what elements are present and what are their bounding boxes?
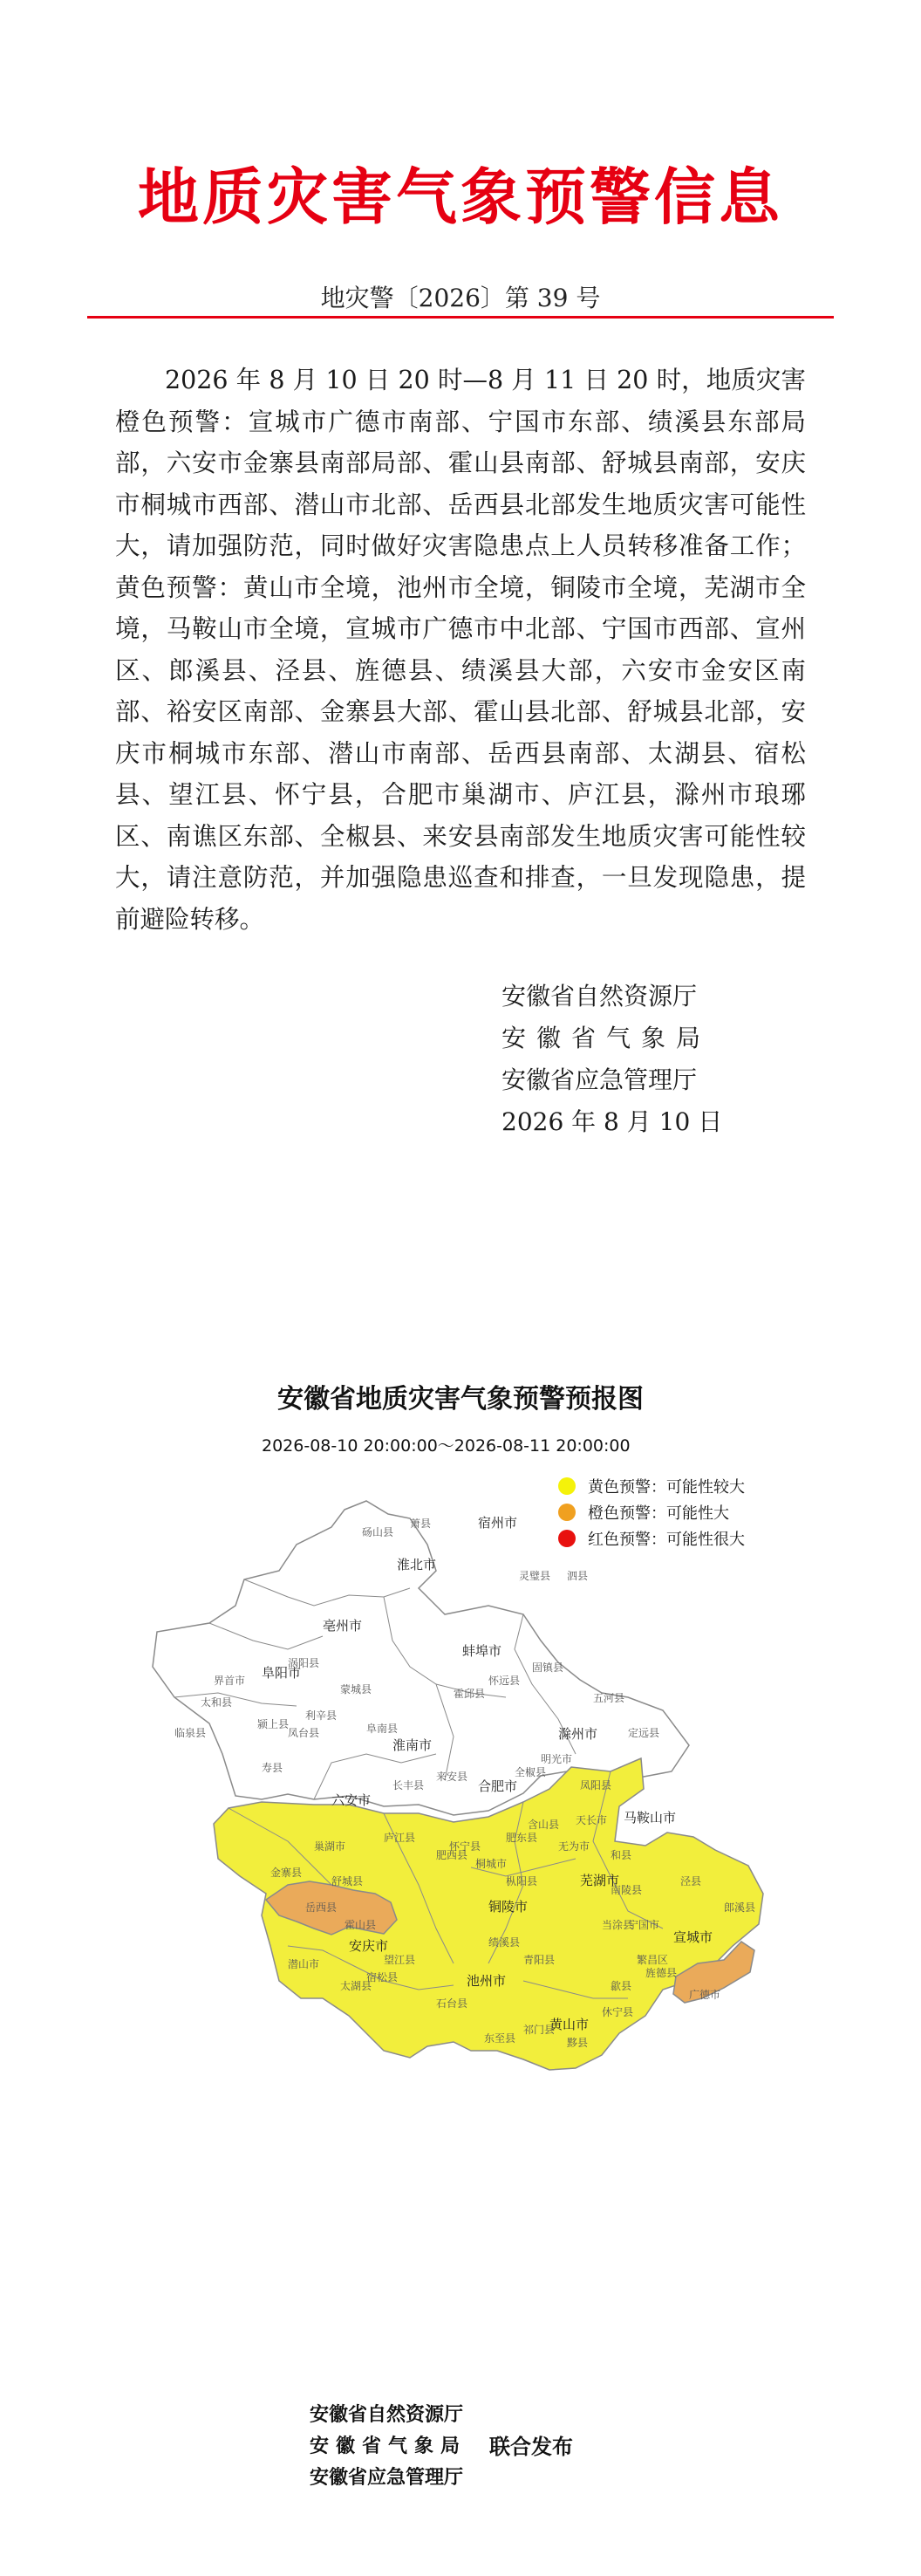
signature-block [501, 976, 722, 1143]
county-label: 桐城市 [475, 1858, 508, 1870]
city-label: 马鞍山市 [624, 1810, 677, 1826]
county-label: 天长市 [576, 1814, 608, 1826]
county-label: 岳西县 [305, 1901, 338, 1914]
city-label: 蚌埠市 [462, 1643, 502, 1659]
legend-label-yellow: 黄色预警：可能性较大 [588, 1478, 745, 1497]
county-label: 旌德县 [645, 1967, 678, 1979]
signature-org-natural-resources: 安徽省自然资源厅 [501, 982, 698, 1011]
county-label: 肥东县 [506, 1832, 538, 1844]
county-label: 砀山县 [362, 1526, 394, 1538]
county-label: 潜山市 [288, 1958, 320, 1970]
footer-org-natural-resources: 安徽省自然资源厅 [310, 2404, 464, 2426]
footer-joint-release: 联合发布 [489, 2435, 574, 2459]
county-label: 颍上县 [257, 1718, 290, 1730]
city-label: 淮北市 [397, 1557, 437, 1572]
county-label: 界首市 [214, 1675, 246, 1687]
county-label: 阜南县 [366, 1723, 399, 1735]
county-label: 涡阳县 [288, 1657, 320, 1669]
county-label: 明光市 [541, 1753, 573, 1765]
county-label: 宁国市 [628, 1919, 660, 1931]
warning-paragraph: 2026 年 8 月 10 日 20 时—8 月 11 日 20 时，地质灾害橙色预警：宣城市广德市南部、宁国市东部、绩溪县东部局部，六安市金寨县南部局部、霍山县南部、舒城县南部，安庆市桐城市西部、潜山市北部、岳西县北部发生地质灾害可能性大，请加强防范，同时做好灾害隐患点上人员转移准备工作；黄色预警：黄山市全境，池州市全境，铜陵市全境，芜湖市全境，马鞍山市全境，宣城市广德市中北部、宁国市西部、宣州区、郎溪县、泾县、旌德县、绩溪县大部，六安市金安区南部、裕安区南部、金寨县大部、霍山县北部、舒城县北部，安庆市桐城市东部、潜山市南部、岳西县南部、太湖县、宿松县、望江县、怀宁县，合肥市巢湖市、庐江县，滁州市琅琊区、南谯区东部、全椒县、来安县南部发生地质灾害可能性较大，请注意防范，并加强隐患巡查和排查，一旦发现隐患，提前避险转移。 [115, 366, 806, 934]
county-label: 绩溪县 [488, 1936, 521, 1949]
county-label: 霍邱县 [454, 1688, 486, 1700]
county-label: 太湖县 [340, 1980, 372, 1992]
county-label: 定远县 [628, 1727, 660, 1739]
region-no-warning [153, 1501, 689, 1815]
county-label: 东至县 [484, 2032, 516, 2045]
county-label: 当涂县 [602, 1919, 634, 1931]
county-label: 全椒县 [515, 1766, 547, 1778]
county-label: 寿县 [262, 1762, 283, 1774]
footer-org-meteorology: 安徽省气象局 [310, 2436, 467, 2457]
footer-row-1 [310, 2400, 573, 2431]
city-label: 池州市 [467, 1973, 507, 1989]
county-label: 庐江县 [384, 1832, 416, 1844]
county-label: 怀远县 [488, 1675, 521, 1687]
city-label: 黄山市 [549, 2017, 590, 2032]
anhui-warning-map [0, 1475, 921, 2312]
county-label: 霍山县 [345, 1919, 377, 1931]
county-label: 休宁县 [602, 2006, 634, 2018]
county-label: 来安县 [436, 1771, 468, 1783]
county-label: 蒙城县 [340, 1683, 372, 1696]
city-label: 亳州市 [323, 1618, 363, 1634]
legend-label-red: 红色预警：可能性很大 [588, 1531, 745, 1549]
county-label: 长丰县 [392, 1779, 425, 1792]
county-label: 南陵县 [611, 1884, 643, 1896]
county-label: 利辛县 [305, 1709, 338, 1722]
county-label: 舒城县 [331, 1875, 364, 1887]
county-label: 灵璧县 [519, 1570, 551, 1582]
county-label: 祁门县 [523, 2024, 556, 2036]
county-label: 泗县 [567, 1570, 589, 1582]
city-label: 芜湖市 [580, 1873, 620, 1888]
city-label: 安庆市 [349, 1938, 389, 1954]
red-divider [87, 316, 834, 319]
county-label: 含山县 [528, 1819, 560, 1831]
county-label: 望江县 [384, 1954, 416, 1966]
county-label: 萧县 [410, 1518, 432, 1530]
county-label: 凤阳县 [580, 1779, 612, 1792]
city-label: 滁州市 [558, 1726, 598, 1742]
signature-org-meteorology: 安徽省气象局 [501, 1024, 712, 1052]
county-label: 固镇县 [532, 1661, 564, 1674]
signature-org-emergency: 安徽省应急管理厅 [501, 1065, 698, 1094]
county-label: 青阳县 [523, 1954, 556, 1966]
footer-row-2 [310, 2431, 573, 2463]
county-label: 和县 [611, 1849, 632, 1861]
county-label: 无为市 [558, 1840, 590, 1853]
county-label: 怀宁县 [449, 1840, 481, 1853]
city-label: 合肥市 [478, 1778, 518, 1794]
county-label: 歙县 [611, 1980, 632, 1992]
county-label: 临泉县 [174, 1727, 207, 1739]
county-label: 巢湖市 [314, 1840, 346, 1853]
legend-label-orange: 橙色预警：可能性大 [588, 1504, 729, 1523]
map-title: 安徽省地质灾害气象预警预报图 [277, 1384, 644, 1415]
county-label: 枞阳县 [506, 1875, 538, 1887]
city-label: 宿州市 [478, 1515, 518, 1531]
county-label: 黟县 [567, 2037, 589, 2049]
county-label: 泾县 [680, 1875, 702, 1887]
county-label: 石台县 [436, 1997, 468, 2010]
county-label: 金寨县 [270, 1867, 303, 1879]
city-label: 宣城市 [673, 1929, 713, 1945]
map-period: 2026-08-10 20:00:00～2026-08-11 20:00:00 [262, 1436, 631, 1456]
county-label: 郎溪县 [724, 1901, 756, 1914]
county-label: 宿松县 [366, 1971, 399, 1983]
page-title: 地质灾害气象预警信息 [138, 161, 783, 233]
county-label: 五河县 [593, 1692, 625, 1704]
city-label: 六安市 [331, 1792, 372, 1808]
document-number: 地灾警〔2026〕第 39 号 [320, 284, 601, 312]
footer-publishers [310, 2400, 573, 2494]
signature-date: 2026 年 8 月 10 日 [501, 1107, 723, 1136]
city-label: 铜陵市 [488, 1899, 529, 1915]
city-label: 阜阳市 [262, 1665, 302, 1681]
county-label: 繁昌区 [637, 1954, 669, 1966]
footer-org-emergency: 安徽省应急管理厅 [310, 2467, 464, 2489]
city-label: 淮南市 [392, 1737, 433, 1753]
county-label: 太和县 [201, 1696, 233, 1709]
county-label: 广德市 [689, 1989, 721, 2001]
county-label: 凤台县 [288, 1727, 320, 1739]
county-label: 肥西县 [436, 1849, 468, 1861]
footer-row-3 [310, 2463, 573, 2494]
map-regions [153, 1501, 763, 2070]
